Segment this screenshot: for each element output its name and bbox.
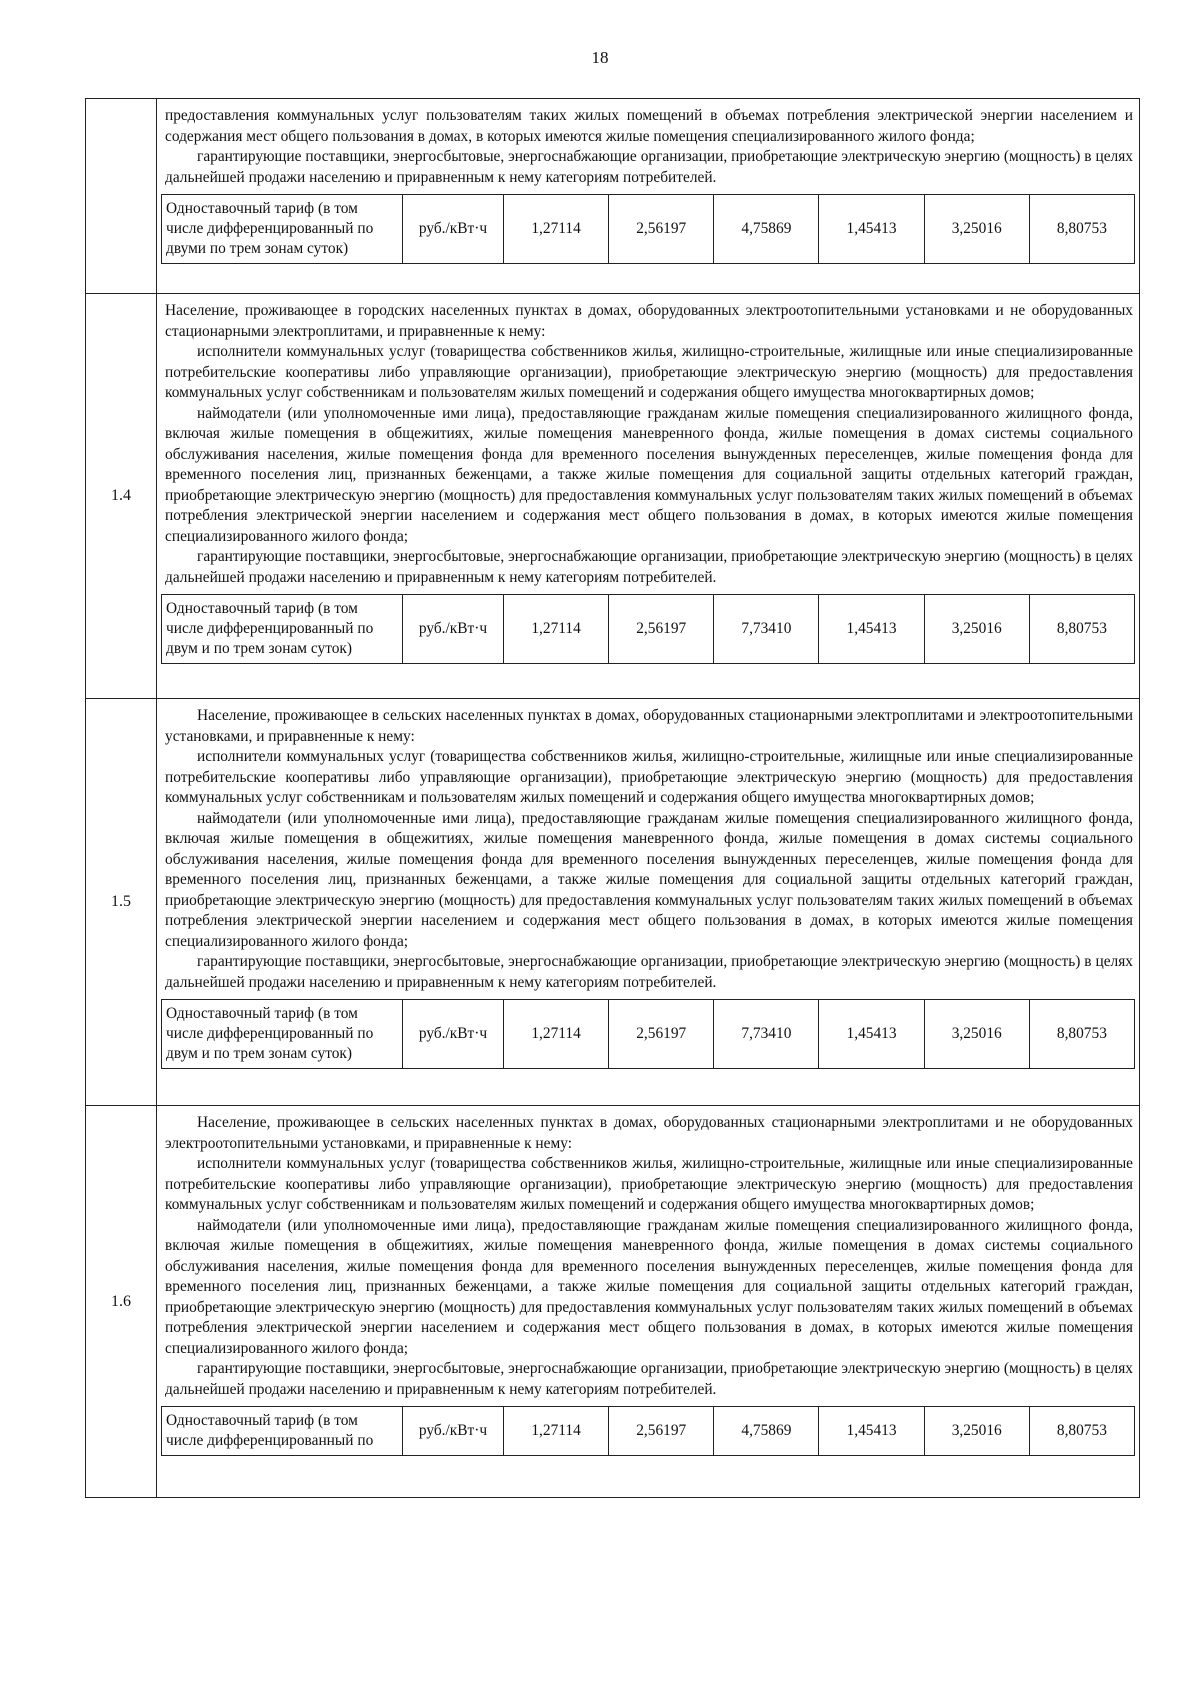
tariff-value: 4,75869 [714, 195, 819, 264]
tariff-unit: руб./кВт·ч [403, 1000, 504, 1069]
tariff-row-table [161, 594, 1135, 664]
tariff-label: Одноставочный тариф (в том числе дифференцированный по [162, 1407, 403, 1456]
section-row [86, 1106, 1140, 1498]
paragraph: гарантирующие поставщики, энергосбытовые, энергоснабжающие организации, приобретающие электрическую энергию (мощность) в целях дальнейшей продажи населению и приравненным к нему категориям потребителей. [165, 953, 1133, 991]
paragraph: предоставления коммунальных услуг пользователям таких жилых помещений в объемах потребления электрической энергии населением и содержания мест общего пользования в домах, в которых имеются жилые помещения специализированного жилого фонда; [165, 107, 1133, 145]
section-text [157, 99, 1139, 194]
section-text [157, 294, 1139, 594]
tariff-value: 1,45413 [819, 195, 924, 264]
section-row [86, 699, 1140, 1106]
tariff-label: Одноставочный тариф (в том числе дифференцированный по двуми по трем зонам суток) [162, 195, 403, 264]
section-number: 1.6 [86, 1106, 157, 1498]
tariff-unit: руб./кВт·ч [403, 1407, 504, 1456]
paragraph: наймодатели (или уполномоченные ими лица), предоставляющие гражданам жилые помещения специализированного жилищного фонда, включая жилые помещения в общежитиях, жилые помещения маневренного фонда, жилые помещения в домах системы социального обслуживания населения, жилые помещения фонда для временного поселения вынужденных переселенцев, жилые помещения фонда для временного поселения лиц, признанных беженцами, а также жилые помещения для социальной защиты отдельных категорий граждан, приобретающие электрическую энергию (мощность) для предоставления коммунальных услуг пользователям таких жилых помещений в объемах потребления электрической энергии населением и содержания мест общего пользования в домах, в которых имеются жилые помещения специализированного жилого фонда; [165, 404, 1133, 545]
tariff-value: 3,25016 [924, 195, 1029, 264]
paragraph: исполнители коммунальных услуг (товарищества собственников жилья, жилищно-строительные, жилищные или иные специализированные потребительские кооперативы либо управляющие организации), приобретающие электрическую энергию (мощность) для предоставления коммунальных услуг собственникам и пользователям жилых помещений и содержания общего имущества многоквартирных домов; [165, 748, 1133, 806]
section-number: 1.5 [86, 699, 157, 1106]
tariff-value: 8,80753 [1029, 1000, 1134, 1069]
paragraph: Население, проживающее в городских населенных пунктах в домах, оборудованных электроотопительными установками и не оборудованных стационарными электроплитами, и приравненные к нему: [165, 302, 1133, 340]
paragraph: исполнители коммунальных услуг (товарищества собственников жилья, жилищно-строительные, жилищные или иные специализированные потребительские кооперативы либо управляющие организации), приобретающие электрическую энергию (мощность) для предоставления коммунальных услуг собственникам и пользователям жилых помещений и содержания общего имущества многоквартирных домов; [165, 1155, 1133, 1213]
tariff-row-table [161, 999, 1135, 1069]
tariff-row-table [161, 1406, 1135, 1456]
tariff-value: 8,80753 [1029, 595, 1134, 664]
page-number: 18 [591, 48, 609, 67]
tariff-value: 3,25016 [924, 1000, 1029, 1069]
tariff-document-table [85, 98, 1140, 1498]
tariff-value: 2,56197 [609, 595, 714, 664]
section-body [157, 1106, 1140, 1498]
section-body [157, 294, 1140, 699]
section-text [157, 1106, 1139, 1406]
tariff-row-table [161, 194, 1135, 264]
tariff-value: 1,27114 [504, 1407, 609, 1456]
section-body [157, 699, 1140, 1106]
section-number [86, 99, 157, 294]
tariff-value: 3,25016 [924, 595, 1029, 664]
paragraph: исполнители коммунальных услуг (товарищества собственников жилья, жилищно-строительные, жилищные или иные специализированные потребительские кооперативы либо управляющие организации), приобретающие электрическую энергию (мощность) для предоставления коммунальных услуг собственникам и пользователям жилых помещений и содержания общего имущества многоквартирных домов; [165, 343, 1133, 401]
section-number: 1.4 [86, 294, 157, 699]
section-body [157, 99, 1140, 294]
tariff-label: Одноставочный тариф (в том числе дифференцированный по двум и по трем зонам суток) [162, 1000, 403, 1069]
tariff-value: 4,75869 [714, 1407, 819, 1456]
paragraph: Население, проживающее в сельских населенных пунктах в домах, оборудованных стационарными электроплитами и не оборудованных электроотопительными установками, и приравненные к нему: [165, 1114, 1133, 1152]
tariff-value: 3,25016 [924, 1407, 1029, 1456]
tariff-value: 8,80753 [1029, 195, 1134, 264]
tariff-value: 7,73410 [714, 1000, 819, 1069]
paragraph: гарантирующие поставщики, энергосбытовые, энергоснабжающие организации, приобретающие электрическую энергию (мощность) в целях дальнейшей продажи населению и приравненным к нему категориям потребителей. [165, 148, 1133, 186]
tariff-value: 2,56197 [609, 1000, 714, 1069]
tariff-value: 2,56197 [609, 195, 714, 264]
tariff-value: 1,45413 [819, 595, 924, 664]
tariff-value: 2,56197 [609, 1407, 714, 1456]
paragraph: наймодатели (или уполномоченные ими лица), предоставляющие гражданам жилые помещения специализированного жилищного фонда, включая жилые помещения в общежитиях, жилые помещения маневренного фонда, жилые помещения в домах системы социального обслуживания населения, жилые помещения фонда для временного поселения вынужденных переселенцев, жилые помещения фонда для временного поселения лиц, признанных беженцами, а также жилые помещения для социальной защиты отдельных категорий граждан, приобретающие электрическую энергию (мощность) для предоставления коммунальных услуг пользователям таких жилых помещений в объемах потребления электрической энергии населением и содержания мест общего пользования в домах, в которых имеются жилые помещения специализированного жилого фонда; [165, 1216, 1133, 1357]
tariff-value: 1,45413 [819, 1407, 924, 1456]
section-row [86, 99, 1140, 294]
tariff-value: 1,27114 [504, 595, 609, 664]
tariff-value: 1,45413 [819, 1000, 924, 1069]
paragraph: гарантирующие поставщики, энергосбытовые, энергоснабжающие организации, приобретающие электрическую энергию (мощность) в целях дальнейшей продажи населению и приравненным к нему категориям потребителей. [165, 548, 1133, 586]
paragraph: гарантирующие поставщики, энергосбытовые, энергоснабжающие организации, приобретающие электрическую энергию (мощность) в целях дальнейшей продажи населению и приравненным к нему категориям потребителей. [165, 1360, 1133, 1398]
paragraph: наймодатели (или уполномоченные ими лица), предоставляющие гражданам жилые помещения специализированного жилищного фонда, включая жилые помещения в общежитиях, жилые помещения маневренного фонда, жилые помещения в домах системы социального обслуживания населения, жилые помещения фонда для временного поселения вынужденных переселенцев, жилые помещения фонда для временного поселения лиц, признанных беженцами, а также жилые помещения для социальной защиты отдельных категорий граждан, приобретающие электрическую энергию (мощность) для предоставления коммунальных услуг пользователям таких жилых помещений в объемах потребления электрической энергии населением и содержания мест общего пользования в домах, в которых имеются жилые помещения специализированного жилого фонда; [165, 809, 1133, 950]
paragraph: Население, проживающее в сельских населенных пунктах в домах, оборудованных стационарными электроплитами и электроотопительными установками, и приравненные к нему: [165, 707, 1133, 745]
section-row [86, 294, 1140, 699]
tariff-value: 8,80753 [1029, 1407, 1134, 1456]
tariff-value: 1,27114 [504, 195, 609, 264]
section-text [157, 699, 1139, 999]
tariff-value: 7,73410 [714, 595, 819, 664]
tariff-unit: руб./кВт·ч [403, 595, 504, 664]
tariff-unit: руб./кВт·ч [403, 195, 504, 264]
tariff-value: 1,27114 [504, 1000, 609, 1069]
tariff-label: Одноставочный тариф (в том числе дифференцированный по двум и по трем зонам суток) [162, 595, 403, 664]
